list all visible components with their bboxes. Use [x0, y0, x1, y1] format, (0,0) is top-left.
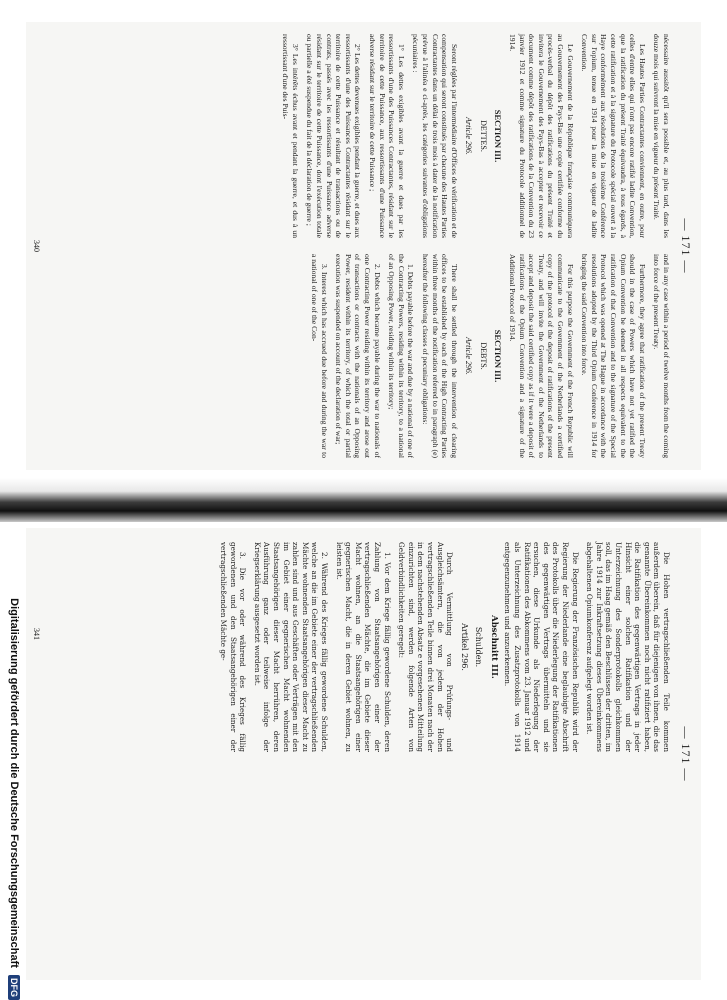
french-section-heading: SECTION III.: [493, 109, 504, 163]
left-sheet-number: 340: [32, 240, 41, 252]
right-sheet-number: 341: [32, 628, 41, 640]
english-paragraph: and in any case within a period of twelve months from the coming into force of the present Treaty.: [652, 254, 671, 458]
english-paragraph: 3. Interest which has accrued due before and during the war to a national of one of the Con-: [310, 254, 329, 458]
english-paragraph: 1. Debts payable before the war and due by a national of one of the Contracting Powers, residing within its territory, to a national of an Opposing Power, residing within its territory;: [387, 254, 416, 458]
german-article-heading: Artikel 296.: [459, 623, 469, 671]
french-article-heading: Article 296.: [464, 117, 474, 155]
english-article-heading: Article 296.: [464, 337, 474, 375]
english-section-title: DEBTS.: [478, 342, 488, 370]
german-paragraph: Die Hohen vertragschließenden Teile kommen außerdem überein, daß für diejenigen von ihnen, die das genannte Übereinkommen noch nicht ratifiziert haben, die Ratifikation des gegenwärtigen Vertrags in jeder Hinsicht einer solchen Ratifikation und der Unterzeichnung des Sonderprotokolls gleichkommen soll, das im Haag gemäß den Beschlüssen der dritten, im Jahre 1914 zur Inkraftsetzung dieses Übereinkommens abgehaltenen Opiumkonferenz aufgelegt worden ist.: [585, 542, 671, 752]
right-page: [26, 528, 701, 980]
french-paragraph: 3° Les intérêts échus avant et pendant la guerre, et dus à un ressortissant d'une des Puis-: [281, 34, 300, 238]
left-page-number: — 171 —: [679, 218, 693, 274]
english-paragraph: There shall be settled through the intervention of clearing offices to be established by each of the High Contracting Parties within three months of the notification referred to in paragraph (e) hereafter the following classes of pecuniary obligations:: [420, 254, 459, 458]
german-section-title: Schulden.: [474, 626, 484, 668]
left-page: [26, 22, 701, 470]
dfg-logo-icon: DFG: [8, 975, 20, 1000]
english-column: [304, 254, 671, 458]
french-column: [276, 34, 671, 238]
german-paragraph: Durch Vermittlung von Prüfungs- und Ausgleichsämtern, die von jedem der Hohen vertragschließenden Teile binnen drei Monaten nach der in dem nachstehenden Absatz e vorgesehenen Mitteilung einzurichten sind, werden folgende Arten von Geldverbindlichkeiten geregelt:: [397, 542, 455, 752]
english-paragraph: Furthermore, they agree that ratification of the present Treaty should in the case of Powers which have not yet ratified the Opium Convention be deemed in all respects equivalent to the ratification of that Convention and to the signature of the Special Protocol which was opened at The Hague in accordance with the resolutions adopted by the Third Opium Conference in 1914 for bringing the said Convention into force.: [580, 254, 647, 458]
digitization-credit: [2, 0, 20, 1000]
german-section-heading: Abschnitt III.: [488, 615, 499, 679]
digitization-credit-text: Digitalisierung gefördert durch die Deutsche Forschungsgemeinschaft: [8, 598, 20, 968]
french-section-title: DETTES.: [478, 120, 488, 152]
book-gutter: [0, 478, 727, 522]
right-page-number: — 171 —: [679, 726, 693, 782]
german-paragraph: 1. Vor dem Kriege fällig gewordene Schulden, deren Zahlung von Staatsangehörigen einer der vertragschließenden Mächte, die im Gebiete dieser Macht wohnen, an die Staatsangehörigen einer gegnerischen Macht, die in deren Gebiet wohnen, zu leisten ist.: [334, 542, 392, 752]
german-column: [213, 542, 671, 752]
french-paragraph: 2° Les dettes devenues exigibles pendant la guerre, et dues aux ressortissants d'une des Puissances Contractantes résidant sur le territoire de cette Puissance et résultant de transactions ou de contrats, passés avec les ressortissants d'une Puissance adverse résidant sur le territoire de cette Puissance, dont l'exécution totale ou partielle a été suspendue du fait de la déclaration de guerre ;: [305, 34, 363, 238]
french-paragraph: 1° Les dettes exigibles avant la guerre et dues par les ressortissants d'une des Puissances Contractantes, résidant sur le territoire de cette Puissance, aux ressortissants d'une Puissance adverse résidant sur le territoire de cette Puissance ;: [367, 34, 406, 238]
german-paragraph: 3. Die vor oder während des Krieges fällig gewordenen und den Staatsangehörigen einer der vertragschließenden Mächte ge-: [219, 542, 248, 752]
english-section-heading: SECTION III.: [493, 329, 504, 383]
english-paragraph: 2. Debts which became payable during the war to nationals of one Contracting Power residing within its territory and arose out of transactions or contracts with the nationals of an Opposing Power, resident within its territory, of which the total or partial execution was suspended on account of the declaration of war;: [334, 254, 382, 458]
french-paragraph: nécessaire aussitôt qu'il sera possible et, au plus tard, dans les douze mois qui suivront la mise en vigueur du présent Traité.: [652, 34, 671, 238]
french-paragraph: Seront réglées par l'intermédiaire d'Offices de vérification et de compensation qui seront constitués par chacune des Hautes Parties Contractantes dans un délai de trois mois à dater de la notification prévue à l'alinéa e ci-après, les catégories suivantes d'obligations pécuniaires :: [411, 34, 459, 238]
french-paragraph: Les Hautes Parties Contractantes conviennent, en outre, pour celles d'entre elles qui n'ont pas encore ratifié ladite Convention, que la ratification du présent Traité équivaudra, à tous égards, à cette ratification et à la signature du Protocole spécial ouvert à la Haye conformément aux résolutions de la troisième Conférence sur l'opium, tenue en 1914 pour la mise en vigueur de ladite Convention.: [580, 34, 647, 238]
german-paragraph: Die Regierung der Französischen Republik wird der Regierung der Niederlande eine beglaubigte Abschrift des Protokolls über die Niederlegung der Ratifikationen des gegenwärtigen Vertrags übermitteln und sie ersuchen, diese Urkunde als Niederlegung der Ratifikationen des Abkommens vom 23. Januar 1912 und als Unterzeichnung des Zusatzprotokolls von 1914 entgegenzunehmen und anzuerkennen.: [503, 542, 580, 752]
english-paragraph: For this purpose the Government of the French Republic will communicate to the Government of the Netherlands a certified copy of the protocol of the deposit of ratifications of the present Treaty, and will invite the Government of the Netherlands to accept and deposit the said certified copy as if it were a deposit of ratifications of the Opium Convention and a signature of the Additional Protocol of 1914.: [508, 254, 575, 458]
german-paragraph: 2. Während des Krieges fällig gewordene Schulden, welche an die im Gebiete einer der vertragschließenden Mächte wohnenden Staatsangehörigen dieser Macht zu zahlen sind und aus Geschäften oder Verträgen mit den im Gebiet einer gegnerischen Macht wohnenden Staatsangehörigen dieser Macht herrühren, deren Ausführung ganz oder teilweise infolge der Kriegserklärung ausgesetzt worden ist.: [252, 542, 329, 752]
french-paragraph: Le Gouvernement de la République française communiquera au Gouvernement des Pays-Bas une copie certifiée conforme du procès-verbal du dépôt des ratifications du présent Traité et invitera le Gouvernement des Pays-Bas à accepter et recevoir ce document comme dépôt des ratifications de la Convention du 23 janvier 1912 et comme signature du Protocole additionnel de 1914.: [508, 34, 575, 238]
